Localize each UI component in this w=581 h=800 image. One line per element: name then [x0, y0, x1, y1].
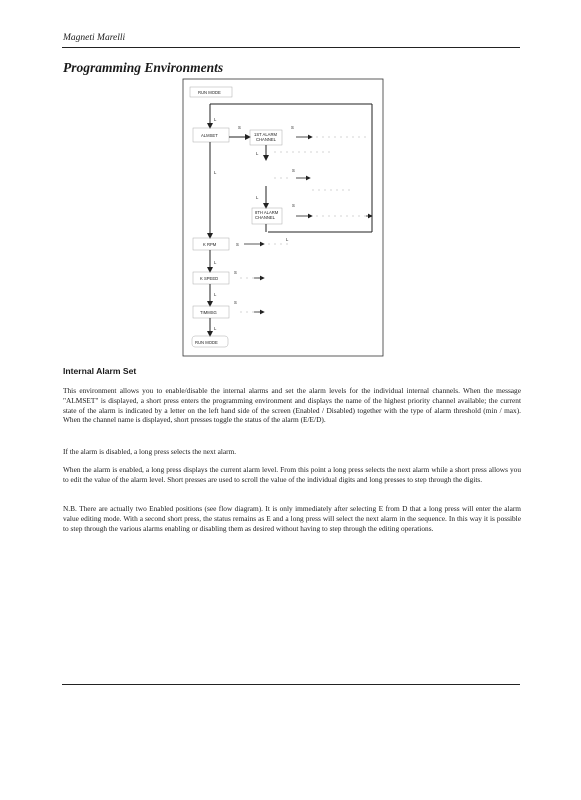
timmsg-label: TIMMSG	[200, 310, 217, 315]
running-header: Magneti Marelli	[63, 33, 126, 43]
first-alarm-line1: 1ST ALARM	[254, 132, 277, 137]
eighth-alarm-line2: CHANNEL	[255, 215, 276, 220]
short-label-3: S	[292, 168, 295, 173]
long-label-5: L	[286, 237, 289, 242]
section-title: Programming Environments	[63, 60, 224, 75]
long-label-2: L	[256, 151, 259, 156]
short-label-7: S	[234, 300, 237, 305]
short-label-1: S	[238, 125, 241, 130]
subsection-title: Internal Alarm Set	[63, 366, 137, 376]
run-mode-top-label: RUN MODE	[198, 90, 221, 95]
short-label-6: S	[234, 270, 237, 275]
k-rpm-label: K RPM	[203, 242, 217, 247]
k-speed-label: K SPEED	[200, 276, 219, 281]
short-label-5: S	[236, 242, 239, 247]
paragraph-enabled: When the alarm is enabled, a long press displays the current alarm level. From this point a long press selects the next alarm while a short press allows you to edit the value of the alarm level. Short presses are used to scroll the value of the individual digits and long presses to step through the digits.	[63, 465, 521, 484]
first-alarm-line2: CHANNEL	[256, 137, 277, 142]
paragraph-note: N.B. There are actually two Enabled positions (see flow diagram). It is only immediately after selecting E from D that a long press will enter the alarm value editing mode. With a second short press, the status remains as E and a long press will select the next alarm in the sequence. In this way it is possible to step through the various alarms enabling or disabling them as desired without having to step through the editing operations.	[63, 504, 521, 533]
run-mode-bottom-label: RUN MODE	[195, 340, 218, 345]
short-label-2: S	[291, 125, 294, 130]
long-label-4: L	[256, 195, 259, 200]
footer-divider	[62, 684, 520, 685]
almset-label: ALMSET	[201, 133, 218, 138]
paragraph-disabled: If the alarm is disabled, a long press selects the next alarm.	[63, 447, 237, 456]
long-label-3: L	[214, 170, 217, 175]
eighth-alarm-line1: 8TH ALARM	[255, 210, 279, 215]
long-label-1: L	[214, 117, 217, 122]
long-label-8: L	[214, 326, 217, 331]
paragraph-intro: This environment allows you to enable/disable the internal alarms and set the alarm levels for the individual internal channels. When the message "ALMSET" is displayed, a short press enters the programming environment and displays the name of the highest priority channel available; the current state of the alarm is indicated by a letter on the left hand side of the screen (Enabled / Disabled) together with the type of alarm threshold (min / max). When the channel name is displayed, short presses toggle the status of the alarm (E/E/D).	[63, 386, 521, 425]
long-label-6: L	[214, 260, 217, 265]
short-label-4: S	[292, 203, 295, 208]
long-label-7: L	[214, 292, 217, 297]
